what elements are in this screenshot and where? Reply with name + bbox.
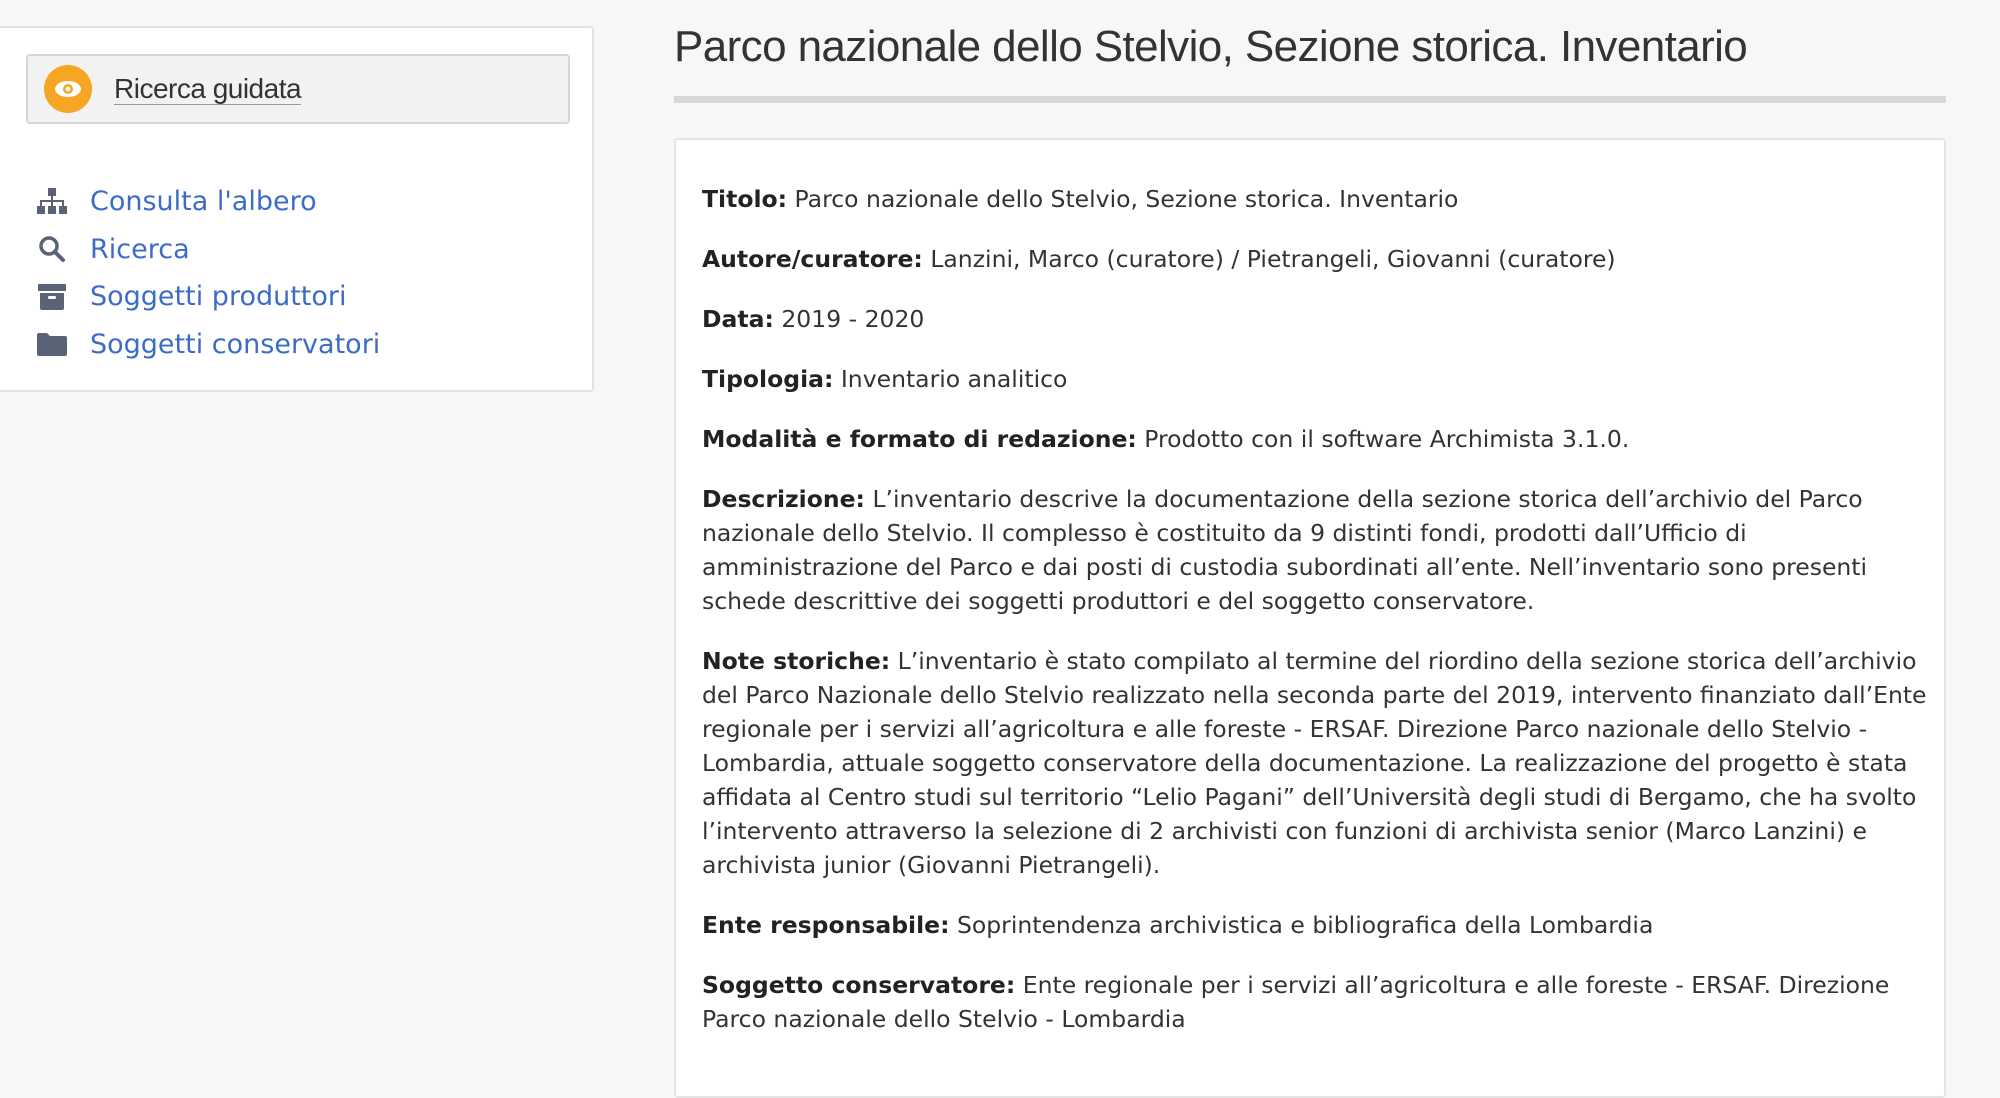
field-tipologia (702, 362, 1927, 396)
field-value: Parco nazionale dello Stelvio, Sezione storica. Inventario (794, 185, 1459, 213)
field-key: Modalità e formato di redazione: (702, 425, 1137, 453)
field-value: 2019 - 2020 (781, 305, 925, 333)
sidebar-item-label: Soggetti produttori (90, 281, 347, 313)
field-ente-responsabile (702, 908, 1927, 942)
sidebar-item-label: Ricerca (90, 233, 190, 265)
sidebar-item-keepers[interactable] (36, 321, 380, 369)
title-divider (674, 96, 1946, 103)
field-autore (702, 242, 1927, 276)
page-title: Parco nazionale dello Stelvio, Sezione storica. Inventario (674, 22, 1748, 71)
record-fields (702, 182, 1927, 1062)
sitemap-icon (36, 186, 68, 218)
field-note-storiche (702, 644, 1927, 882)
sidebar-item-tree[interactable] (36, 178, 380, 226)
field-key: Note storiche: (702, 647, 891, 675)
sidebar (0, 26, 594, 392)
field-key: Soggetto conservatore: (702, 971, 1016, 999)
field-key: Titolo: (702, 185, 788, 213)
field-modalita (702, 422, 1927, 456)
field-key: Data: (702, 305, 774, 333)
field-value: Inventario analitico (840, 365, 1068, 393)
folder-icon (36, 328, 68, 360)
search-icon (36, 233, 68, 265)
sidebar-item-label: Soggetti conservatori (90, 328, 381, 360)
field-titolo (702, 182, 1927, 216)
sidebar-item-label: Consulta l'albero (90, 186, 317, 218)
sidebar-nav (36, 178, 380, 368)
field-value: Soprintendenza archivistica e bibliografica della Lombardia (956, 911, 1654, 939)
eye-icon (44, 65, 92, 113)
field-value: L’inventario descrive la documentazione della sezione storica dell’archivio del Parco nazionale dello Stelvio. Il complesso è costituito da 9 distinti fondi, prodotti dall’Ufficio di amministrazione del Parco e dai posti di custodia subordinati all’ente. Nell’inventario sono presenti schede descrittive dei soggetti produttori e del soggetto conservatore. (702, 485, 1868, 615)
guided-search-button[interactable] (26, 54, 570, 124)
field-value: Ente regionale per i servizi all’agricoltura e alle foreste - ERSAF. Direzione Parco nazionale dello Stelvio - Lombardia (702, 971, 1890, 1033)
field-soggetto-conservatore (702, 968, 1927, 1036)
guided-search-label: Ricerca guidata (114, 72, 302, 104)
field-value: Prodotto con il software Archimista 3.1.0. (1144, 425, 1630, 453)
field-key: Descrizione: (702, 485, 865, 513)
field-key: Tipologia: (702, 365, 834, 393)
field-data (702, 302, 1927, 336)
sidebar-item-search[interactable] (36, 226, 380, 274)
archive-box-icon (36, 281, 68, 313)
field-descrizione (702, 482, 1927, 618)
sidebar-item-producers[interactable] (36, 273, 380, 321)
field-value: L’inventario è stato compilato al termine del riordino della sezione storica dell’archivio del Parco Nazionale dello Stelvio realizzato nella seconda parte del 2019, intervento finanziato dall’Ente regionale per i servizi all’agricoltura e alle foreste - ERSAF. Direzione Parco nazionale dello Stelvio - Lombardia, attuale soggetto conservatore della documentazione. La realizzazione del progetto è stata affidata al Centro studi sul territorio “Lelio Pagani” dell’Università degli studi di Bergamo, che ha svolto l’intervento attraverso la selezione di 2 archivisti con funzioni di archivista senior (Marco Lanzini) e archivista junior (Giovanni Pietrangeli). (702, 647, 1927, 879)
record-panel (674, 138, 1946, 1098)
field-key: Autore/curatore: (702, 245, 923, 273)
field-key: Ente responsabile: (702, 911, 950, 939)
field-value: Lanzini, Marco (curatore) / Pietrangeli, Giovanni (curatore) (930, 245, 1616, 273)
